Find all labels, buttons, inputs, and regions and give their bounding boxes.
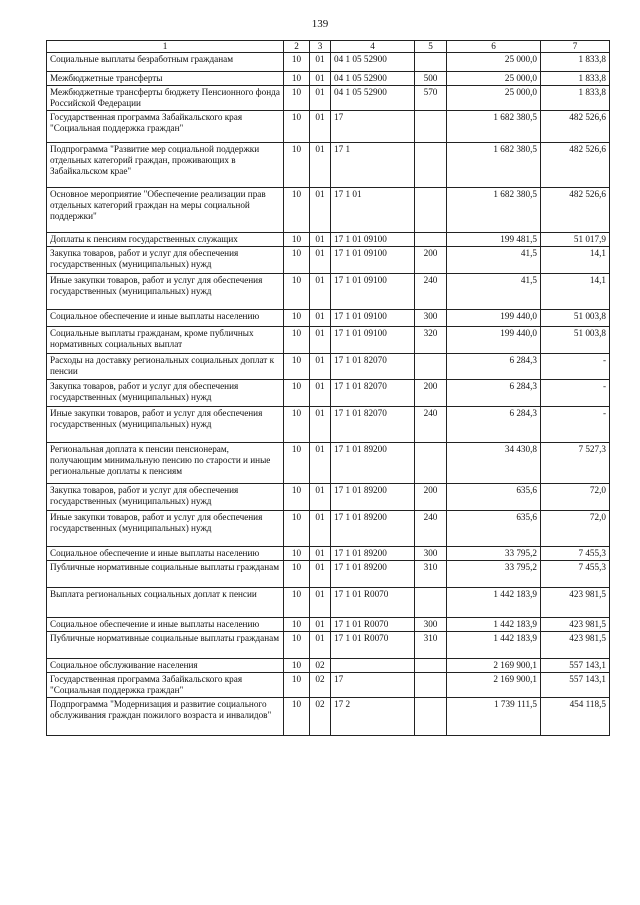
row-actual-value-cell: 482 526,6 [541, 111, 610, 143]
table-row [47, 111, 610, 143]
row-subsection-cell: 02 [310, 698, 331, 736]
row-expense-type-cell [415, 588, 447, 618]
row-target-code-cell: 17 1 01 09100 [331, 310, 415, 327]
row-actual-value-cell: 14,1 [541, 274, 610, 310]
row-target-code-cell: 17 1 01 R0070 [331, 588, 415, 618]
row-expense-type-cell [415, 673, 447, 698]
row-expense-type-cell: 320 [415, 327, 447, 354]
row-actual-value-cell: 51 003,8 [541, 310, 610, 327]
row-section-cell: 10 [284, 233, 310, 247]
row-plan-value-cell: 34 430,8 [447, 443, 541, 484]
row-subsection-cell: 01 [310, 72, 331, 86]
row-name-cell: Межбюджетные трансферты бюджету Пенсионного фонда Российской Федерации [47, 86, 284, 111]
row-expense-type-cell: 300 [415, 547, 447, 561]
row-subsection-cell: 01 [310, 561, 331, 588]
row-target-code-cell: 17 1 01 82070 [331, 354, 415, 380]
table-row [47, 673, 610, 698]
row-name-cell: Выплата региональных социальных доплат к пенсии [47, 588, 284, 618]
table-row [47, 443, 610, 484]
row-name-cell: Социальные выплаты безработным гражданам [47, 53, 284, 72]
row-actual-value-cell: - [541, 407, 610, 443]
table-row [47, 511, 610, 547]
table-row [47, 143, 610, 188]
table-row [47, 310, 610, 327]
row-target-code-cell [331, 659, 415, 673]
row-target-code-cell: 17 1 01 89200 [331, 443, 415, 484]
row-name-cell: Иные закупки товаров, работ и услуг для обеспечения государственных (муниципальных) нужд [47, 274, 284, 310]
row-subsection-cell: 01 [310, 247, 331, 274]
table-row [47, 407, 610, 443]
row-plan-value-cell: 1 442 183,9 [447, 632, 541, 659]
row-name-cell: Государственная программа Забайкальского края "Социальная поддержка граждан" [47, 111, 284, 143]
row-plan-value-cell: 2 169 900,1 [447, 659, 541, 673]
row-plan-value-cell: 25 000,0 [447, 86, 541, 111]
row-actual-value-cell: 423 981,5 [541, 588, 610, 618]
row-subsection-cell: 01 [310, 143, 331, 188]
col-header-6: 6 [447, 41, 541, 53]
row-subsection-cell: 01 [310, 511, 331, 547]
row-name-cell: Закупка товаров, работ и услуг для обеспечения государственных (муниципальных) нужд [47, 380, 284, 407]
row-section-cell: 10 [284, 53, 310, 72]
row-actual-value-cell: 72,0 [541, 511, 610, 547]
row-name-cell: Основное мероприятие "Обеспечение реализации прав отдельных категорий граждан на меры социальной поддержки" [47, 188, 284, 233]
row-target-code-cell: 04 1 05 52900 [331, 53, 415, 72]
row-actual-value-cell: 1 833,8 [541, 53, 610, 72]
row-name-cell: Социальное обслуживание населения [47, 659, 284, 673]
row-name-cell: Доплаты к пенсиям государственных служащих [47, 233, 284, 247]
row-plan-value-cell: 2 169 900,1 [447, 673, 541, 698]
row-subsection-cell: 01 [310, 327, 331, 354]
row-actual-value-cell: 454 118,5 [541, 698, 610, 736]
row-expense-type-cell [415, 233, 447, 247]
row-subsection-cell: 01 [310, 53, 331, 72]
row-plan-value-cell: 41,5 [447, 274, 541, 310]
row-actual-value-cell: 423 981,5 [541, 632, 610, 659]
row-actual-value-cell: - [541, 380, 610, 407]
row-subsection-cell: 01 [310, 407, 331, 443]
row-expense-type-cell [415, 698, 447, 736]
row-name-cell: Закупка товаров, работ и услуг для обеспечения государственных (муниципальных) нужд [47, 484, 284, 511]
row-target-code-cell: 04 1 05 52900 [331, 72, 415, 86]
row-section-cell: 10 [284, 484, 310, 511]
row-actual-value-cell: 51 017,9 [541, 233, 610, 247]
row-name-cell: Закупка товаров, работ и услуг для обеспечения государственных (муниципальных) нужд [47, 247, 284, 274]
row-target-code-cell: 17 1 01 09100 [331, 233, 415, 247]
row-subsection-cell: 01 [310, 484, 331, 511]
row-plan-value-cell: 1 682 380,5 [447, 111, 541, 143]
table-row [47, 53, 610, 72]
row-actual-value-cell: 7 455,3 [541, 547, 610, 561]
row-plan-value-cell: 33 795,2 [447, 561, 541, 588]
row-plan-value-cell: 1 739 111,5 [447, 698, 541, 736]
row-section-cell: 10 [284, 380, 310, 407]
row-expense-type-cell: 240 [415, 274, 447, 310]
row-plan-value-cell: 1 682 380,5 [447, 143, 541, 188]
row-plan-value-cell: 6 284,3 [447, 380, 541, 407]
table-row [47, 632, 610, 659]
table-row [47, 233, 610, 247]
table-row [47, 327, 610, 354]
row-expense-type-cell [415, 659, 447, 673]
table-row [47, 547, 610, 561]
row-subsection-cell: 01 [310, 310, 331, 327]
row-section-cell: 10 [284, 443, 310, 484]
table-row [47, 561, 610, 588]
row-plan-value-cell: 199 481,5 [447, 233, 541, 247]
row-expense-type-cell: 570 [415, 86, 447, 111]
row-subsection-cell: 01 [310, 618, 331, 632]
row-target-code-cell: 17 [331, 111, 415, 143]
row-section-cell: 10 [284, 247, 310, 274]
row-expense-type-cell: 200 [415, 380, 447, 407]
row-section-cell: 10 [284, 72, 310, 86]
row-actual-value-cell: 482 526,6 [541, 188, 610, 233]
row-name-cell: Публичные нормативные социальные выплаты гражданам [47, 632, 284, 659]
row-section-cell: 10 [284, 632, 310, 659]
row-subsection-cell: 01 [310, 632, 331, 659]
row-name-cell: Социальные выплаты гражданам, кроме публичных нормативных социальных выплат [47, 327, 284, 354]
row-expense-type-cell: 310 [415, 561, 447, 588]
row-subsection-cell: 01 [310, 443, 331, 484]
row-target-code-cell: 17 1 01 89200 [331, 484, 415, 511]
row-section-cell: 10 [284, 407, 310, 443]
row-name-cell: Межбюджетные трансферты [47, 72, 284, 86]
table-row [47, 698, 610, 736]
row-plan-value-cell: 33 795,2 [447, 547, 541, 561]
row-target-code-cell: 17 1 01 09100 [331, 247, 415, 274]
row-actual-value-cell: 14,1 [541, 247, 610, 274]
row-actual-value-cell: 557 143,1 [541, 673, 610, 698]
row-actual-value-cell: 423 981,5 [541, 618, 610, 632]
table-row [47, 86, 610, 111]
row-name-cell: Социальное обеспечение и иные выплаты населению [47, 618, 284, 632]
row-plan-value-cell: 6 284,3 [447, 407, 541, 443]
header-row [47, 41, 610, 53]
row-expense-type-cell: 500 [415, 72, 447, 86]
row-actual-value-cell: 1 833,8 [541, 86, 610, 111]
budget-table [46, 40, 610, 736]
row-plan-value-cell: 25 000,0 [447, 53, 541, 72]
row-expense-type-cell [415, 111, 447, 143]
col-header-5: 5 [415, 41, 447, 53]
row-target-code-cell: 17 1 01 R0070 [331, 632, 415, 659]
row-expense-type-cell: 240 [415, 407, 447, 443]
row-subsection-cell: 01 [310, 233, 331, 247]
row-actual-value-cell: 51 003,8 [541, 327, 610, 354]
row-target-code-cell: 17 1 01 82070 [331, 380, 415, 407]
row-name-cell: Подпрограмма "Развитие мер социальной поддержки отдельных категорий граждан, проживающих в Забайкальском крае" [47, 143, 284, 188]
row-plan-value-cell: 635,6 [447, 511, 541, 547]
row-actual-value-cell: - [541, 354, 610, 380]
row-target-code-cell: 17 1 01 89200 [331, 547, 415, 561]
row-name-cell: Региональная доплата к пенсии пенсионерам, получающим минимальную пенсию по старости и иные региональные доплаты к пенсиям [47, 443, 284, 484]
row-expense-type-cell: 200 [415, 484, 447, 511]
row-name-cell: Иные закупки товаров, работ и услуг для обеспечения государственных (муниципальных) нужд [47, 407, 284, 443]
col-header-3: 3 [310, 41, 331, 53]
row-expense-type-cell: 240 [415, 511, 447, 547]
row-actual-value-cell: 557 143,1 [541, 659, 610, 673]
row-section-cell: 10 [284, 310, 310, 327]
row-target-code-cell: 17 [331, 673, 415, 698]
row-section-cell: 10 [284, 111, 310, 143]
row-target-code-cell: 17 1 01 82070 [331, 407, 415, 443]
row-name-cell: Подпрограмма "Модернизация и развитие социального обслуживания граждан пожилого возраста и инвалидов" [47, 698, 284, 736]
table-row [47, 380, 610, 407]
row-plan-value-cell: 199 440,0 [447, 310, 541, 327]
row-expense-type-cell [415, 354, 447, 380]
row-expense-type-cell: 200 [415, 247, 447, 274]
row-actual-value-cell: 72,0 [541, 484, 610, 511]
row-subsection-cell: 01 [310, 274, 331, 310]
page-number: 139 [311, 18, 329, 30]
row-name-cell: Социальное обеспечение и иные выплаты населению [47, 547, 284, 561]
row-section-cell: 10 [284, 698, 310, 736]
row-expense-type-cell: 310 [415, 632, 447, 659]
row-actual-value-cell: 7 455,3 [541, 561, 610, 588]
row-subsection-cell: 01 [310, 588, 331, 618]
row-target-code-cell: 17 1 01 09100 [331, 274, 415, 310]
row-subsection-cell: 02 [310, 673, 331, 698]
row-plan-value-cell: 635,6 [447, 484, 541, 511]
row-section-cell: 10 [284, 86, 310, 111]
row-expense-type-cell: 300 [415, 618, 447, 632]
row-subsection-cell: 01 [310, 111, 331, 143]
row-actual-value-cell: 482 526,6 [541, 143, 610, 188]
row-target-code-cell: 17 1 01 09100 [331, 327, 415, 354]
row-name-cell: Иные закупки товаров, работ и услуг для обеспечения государственных (муниципальных) нужд [47, 511, 284, 547]
col-header-1: 1 [47, 41, 284, 53]
row-subsection-cell: 01 [310, 354, 331, 380]
row-section-cell: 10 [284, 618, 310, 632]
row-section-cell: 10 [284, 143, 310, 188]
table-row [47, 484, 610, 511]
row-target-code-cell: 17 1 01 89200 [331, 511, 415, 547]
table-row [47, 659, 610, 673]
row-actual-value-cell: 1 833,8 [541, 72, 610, 86]
row-section-cell: 10 [284, 188, 310, 233]
table-row [47, 354, 610, 380]
row-subsection-cell: 01 [310, 188, 331, 233]
row-subsection-cell: 01 [310, 380, 331, 407]
row-plan-value-cell: 199 440,0 [447, 327, 541, 354]
row-plan-value-cell: 6 284,3 [447, 354, 541, 380]
row-section-cell: 10 [284, 588, 310, 618]
row-name-cell: Социальное обеспечение и иные выплаты населению [47, 310, 284, 327]
col-header-4: 4 [331, 41, 415, 53]
row-target-code-cell: 17 1 [331, 143, 415, 188]
row-plan-value-cell: 1 442 183,9 [447, 618, 541, 632]
row-section-cell: 10 [284, 354, 310, 380]
row-name-cell: Государственная программа Забайкальского края "Социальная поддержка граждан" [47, 673, 284, 698]
table-row [47, 274, 610, 310]
row-expense-type-cell [415, 188, 447, 233]
col-header-7: 7 [541, 41, 610, 53]
table-row [47, 588, 610, 618]
row-section-cell: 10 [284, 673, 310, 698]
row-target-code-cell: 04 1 05 52900 [331, 86, 415, 111]
row-subsection-cell: 01 [310, 86, 331, 111]
table-row [47, 72, 610, 86]
row-target-code-cell: 17 1 01 R0070 [331, 618, 415, 632]
row-target-code-cell: 17 2 [331, 698, 415, 736]
row-name-cell: Расходы на доставку региональных социальных доплат к пенсии [47, 354, 284, 380]
row-target-code-cell: 17 1 01 [331, 188, 415, 233]
row-name-cell: Публичные нормативные социальные выплаты гражданам [47, 561, 284, 588]
row-target-code-cell: 17 1 01 89200 [331, 561, 415, 588]
table-row [47, 188, 610, 233]
row-plan-value-cell: 1 442 183,9 [447, 588, 541, 618]
row-actual-value-cell: 7 527,3 [541, 443, 610, 484]
row-section-cell: 10 [284, 547, 310, 561]
row-section-cell: 10 [284, 327, 310, 354]
table-row [47, 247, 610, 274]
row-plan-value-cell: 25 000,0 [447, 72, 541, 86]
row-expense-type-cell [415, 143, 447, 188]
table-row [47, 618, 610, 632]
col-header-2: 2 [284, 41, 310, 53]
row-expense-type-cell [415, 443, 447, 484]
row-expense-type-cell: 300 [415, 310, 447, 327]
row-section-cell: 10 [284, 561, 310, 588]
row-expense-type-cell [415, 53, 447, 72]
row-section-cell: 10 [284, 511, 310, 547]
row-subsection-cell: 01 [310, 547, 331, 561]
row-section-cell: 10 [284, 659, 310, 673]
row-plan-value-cell: 1 682 380,5 [447, 188, 541, 233]
row-plan-value-cell: 41,5 [447, 247, 541, 274]
row-subsection-cell: 02 [310, 659, 331, 673]
row-section-cell: 10 [284, 274, 310, 310]
